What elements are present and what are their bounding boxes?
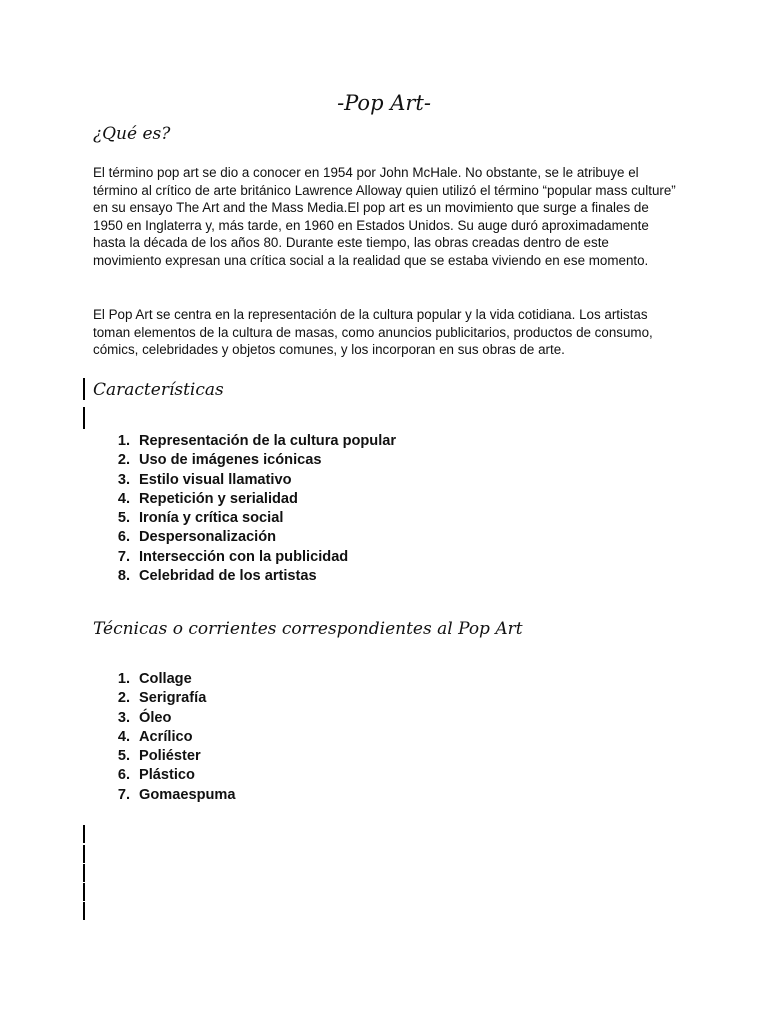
list-item-text: Gomaespuma bbox=[139, 786, 236, 803]
list-number: 5. bbox=[117, 748, 130, 765]
list-item-text: Representación de la cultura popular bbox=[139, 433, 397, 449]
list-item bbox=[110, 451, 396, 470]
list-number: 3. bbox=[117, 471, 130, 488]
characteristics-list bbox=[110, 432, 396, 586]
list-item-text: Plástico bbox=[139, 767, 195, 784]
list-number: 5. bbox=[117, 510, 130, 527]
list-number: 6. bbox=[117, 529, 130, 546]
text-cursor-mark bbox=[83, 883, 85, 901]
list-item-text: Collage bbox=[139, 671, 192, 687]
list-item-text: Estilo visual llamativo bbox=[139, 471, 292, 488]
list-number: 7. bbox=[117, 548, 130, 565]
list-item-text: Ironía y crítica social bbox=[139, 510, 284, 527]
list-number: 8. bbox=[117, 568, 130, 585]
list-number: 2. bbox=[117, 452, 130, 469]
list-item bbox=[110, 567, 396, 586]
list-item bbox=[110, 766, 236, 785]
list-item-text: Acrílico bbox=[139, 728, 193, 745]
section-heading-que-es: ¿Qué es? bbox=[93, 124, 171, 144]
list-item bbox=[110, 490, 396, 509]
list-number: 4. bbox=[117, 490, 130, 507]
list-number: 2. bbox=[117, 690, 130, 707]
list-item bbox=[110, 786, 236, 805]
list-item bbox=[110, 747, 236, 766]
techniques-list bbox=[110, 670, 236, 805]
list-item-text: Uso de imágenes icónicas bbox=[139, 452, 322, 469]
section-heading-caracteristicas: Características bbox=[93, 380, 224, 400]
list-item-text: Repetición y serialidad bbox=[139, 490, 298, 507]
list-number: 1. bbox=[117, 433, 130, 449]
text-cursor-mark bbox=[83, 378, 85, 400]
list-item-text: Óleo bbox=[139, 709, 172, 726]
section-heading-tecnicas: Técnicas o corrientes correspondientes al Pop Art bbox=[93, 619, 523, 639]
text-cursor-mark bbox=[83, 902, 85, 920]
list-item-text: Celebridad de los artistas bbox=[139, 568, 317, 585]
intro-paragraph: El término pop art se dio a conocer en 1954 por John McHale. No obstante, se le atribuye el término al crítico de arte británico Lawrence Alloway quien utilizó el término “popular mass culture” en su ensayo The Art and the Mass Media.El pop art es un movimiento que surge a finales de 1950 en Inglaterra y, más tarde, en 1960 en Estados Unidos. Su auge duró aproximadamente hasta la década de los años 80. Durante este tiempo, las obras creadas dentro de este movimiento expresan una crítica social a la realidad que se estaba viviendo en ese momento. bbox=[93, 165, 676, 268]
list-item bbox=[110, 548, 396, 567]
text-cursor-mark bbox=[83, 825, 85, 843]
list-item bbox=[110, 689, 236, 708]
list-item bbox=[110, 471, 396, 490]
list-item bbox=[110, 709, 236, 728]
list-number: 4. bbox=[117, 728, 130, 745]
list-number: 6. bbox=[117, 767, 130, 784]
text-cursor-mark bbox=[83, 407, 85, 429]
list-item bbox=[110, 728, 236, 747]
text-cursor-mark bbox=[83, 864, 85, 882]
list-item bbox=[110, 528, 396, 547]
list-item bbox=[110, 509, 396, 528]
list-item bbox=[110, 670, 236, 689]
list-item-text: Serigrafía bbox=[139, 690, 207, 707]
list-item-text: Despersonalización bbox=[139, 529, 277, 546]
list-item-text: Poliéster bbox=[139, 748, 201, 765]
document-title: -Pop Art- bbox=[337, 91, 431, 115]
text-cursor-mark bbox=[83, 845, 85, 863]
focus-paragraph: El Pop Art se centra en la representación de la cultura popular y la vida cotidiana. Los artistas toman elementos de la cultura de masas, como anuncios publicitarios, productos de consumo, cómics, celebridades y objetos comunes, y los incorporan en sus obras de arte. bbox=[93, 307, 653, 358]
list-item-text: Intersección con la publicidad bbox=[139, 548, 349, 565]
list-item bbox=[110, 432, 396, 451]
list-number: 1. bbox=[117, 671, 130, 687]
list-number: 7. bbox=[117, 786, 130, 803]
list-number: 3. bbox=[117, 709, 130, 726]
